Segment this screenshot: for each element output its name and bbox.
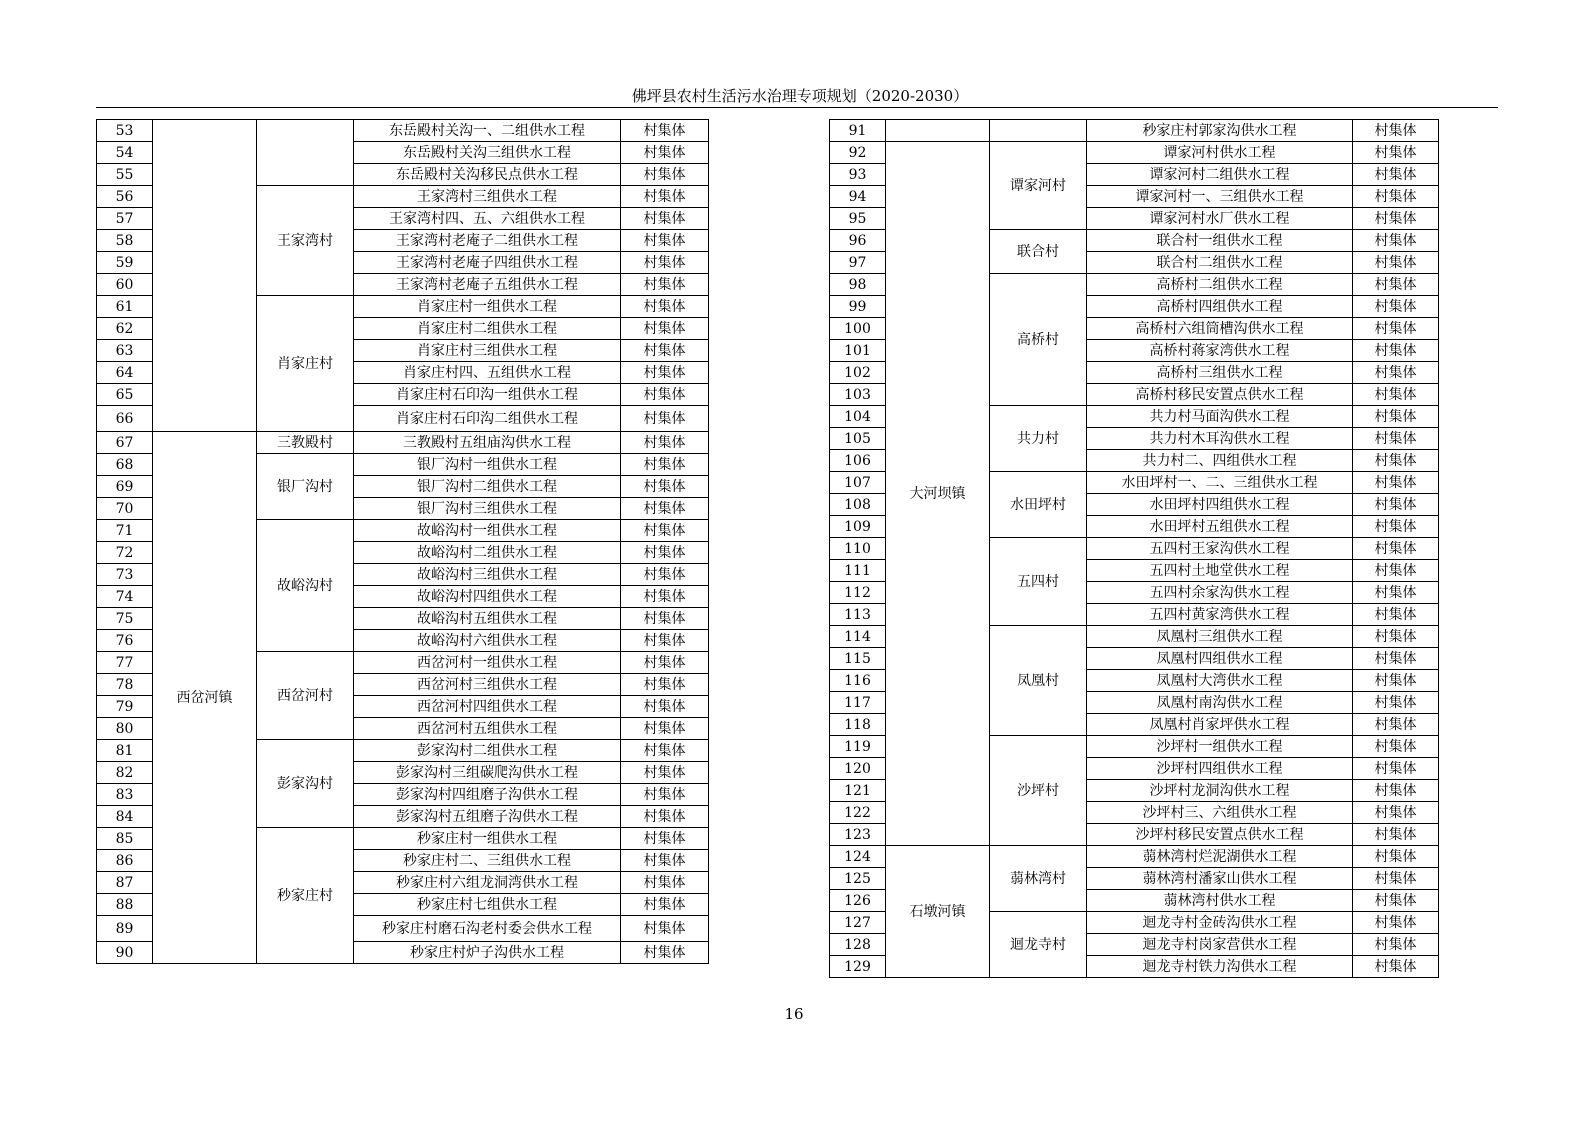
village-cell: 凤凰村: [990, 626, 1087, 736]
project-name: 共力村木耳沟供水工程: [1087, 428, 1353, 450]
project-name: 联合村一组供水工程: [1087, 230, 1353, 252]
row-number: 57: [97, 208, 153, 230]
row-number: 107: [830, 472, 886, 494]
owner-cell: 村集体: [1353, 274, 1439, 296]
owner-cell: 村集体: [621, 762, 709, 784]
row-number: 78: [97, 674, 153, 696]
project-name: 王家湾村四、五、六组供水工程: [354, 208, 621, 230]
row-number: 91: [830, 120, 886, 142]
owner-cell: 村集体: [621, 274, 709, 296]
owner-cell: 村集体: [1353, 472, 1439, 494]
table-row: [97, 432, 709, 454]
owner-cell: 村集体: [1353, 296, 1439, 318]
row-number: 87: [97, 872, 153, 894]
row-number: 89: [97, 916, 153, 942]
town-cell: 石墩河镇: [886, 846, 990, 978]
table-row: [830, 142, 1439, 164]
row-number: 99: [830, 296, 886, 318]
owner-cell: 村集体: [1353, 142, 1439, 164]
village-cell: 水田坪村: [990, 472, 1087, 538]
owner-cell: 村集体: [1353, 120, 1439, 142]
owner-cell: 村集体: [1353, 626, 1439, 648]
row-number: 65: [97, 384, 153, 406]
project-name: 银厂沟村一组供水工程: [354, 454, 621, 476]
project-name: 肖家庄村三组供水工程: [354, 340, 621, 362]
town-cell: [886, 120, 990, 142]
project-name: 高桥村三组供水工程: [1087, 362, 1353, 384]
project-name: 肖家庄村二组供水工程: [354, 318, 621, 340]
owner-cell: 村集体: [1353, 604, 1439, 626]
village-cell: 肖家庄村: [257, 296, 354, 432]
row-number: 71: [97, 520, 153, 542]
owner-cell: 村集体: [621, 252, 709, 274]
village-cell: 银厂沟村: [257, 454, 354, 520]
project-name: 银厂沟村三组供水工程: [354, 498, 621, 520]
project-name: 肖家庄村石印沟一组供水工程: [354, 384, 621, 406]
owner-cell: 村集体: [621, 696, 709, 718]
row-number: 85: [97, 828, 153, 850]
row-number: 54: [97, 142, 153, 164]
row-number: 98: [830, 274, 886, 296]
project-name: 故峪沟村六组供水工程: [354, 630, 621, 652]
row-number: 75: [97, 608, 153, 630]
table-row: [97, 120, 709, 142]
left-table: [96, 119, 709, 964]
project-name: 秒家庄村七组供水工程: [354, 894, 621, 916]
row-number: 81: [97, 740, 153, 762]
owner-cell: 村集体: [621, 586, 709, 608]
row-number: 119: [830, 736, 886, 758]
row-number: 111: [830, 560, 886, 582]
owner-cell: 村集体: [621, 296, 709, 318]
project-name: 高桥村移民安置点供水工程: [1087, 384, 1353, 406]
row-number: 84: [97, 806, 153, 828]
village-cell: 蒻林湾村: [990, 846, 1087, 912]
project-name: 西岔河村四组供水工程: [354, 696, 621, 718]
owner-cell: 村集体: [1353, 560, 1439, 582]
row-number: 124: [830, 846, 886, 868]
project-name: 沙坪村移民安置点供水工程: [1087, 824, 1353, 846]
owner-cell: 村集体: [1353, 758, 1439, 780]
row-number: 61: [97, 296, 153, 318]
project-name: 三教殿村五组庙沟供水工程: [354, 432, 621, 454]
owner-cell: 村集体: [1353, 692, 1439, 714]
town-cell: 大河坝镇: [886, 142, 990, 846]
row-number: 69: [97, 476, 153, 498]
row-number: 94: [830, 186, 886, 208]
project-name: 西岔河村三组供水工程: [354, 674, 621, 696]
right-table: [829, 119, 1439, 978]
owner-cell: 村集体: [621, 520, 709, 542]
owner-cell: 村集体: [1353, 824, 1439, 846]
row-number: 117: [830, 692, 886, 714]
project-name: 肖家庄村一组供水工程: [354, 296, 621, 318]
village-cell: 三教殿村: [257, 432, 354, 454]
owner-cell: 村集体: [621, 718, 709, 740]
owner-cell: 村集体: [1353, 582, 1439, 604]
owner-cell: 村集体: [621, 432, 709, 454]
row-number: 127: [830, 912, 886, 934]
row-number: 106: [830, 450, 886, 472]
owner-cell: 村集体: [1353, 494, 1439, 516]
project-name: 迴龙寺村铁力沟供水工程: [1087, 956, 1353, 978]
project-name: 共力村马面沟供水工程: [1087, 406, 1353, 428]
project-name: 秒家庄村六组龙洞湾供水工程: [354, 872, 621, 894]
town-cell: [153, 120, 257, 432]
owner-cell: 村集体: [1353, 406, 1439, 428]
project-name: 东岳殿村关沟一、二组供水工程: [354, 120, 621, 142]
row-number: 101: [830, 340, 886, 362]
project-name: 迴龙寺村金砖沟供水工程: [1087, 912, 1353, 934]
row-number: 109: [830, 516, 886, 538]
owner-cell: 村集体: [1353, 362, 1439, 384]
village-cell: 沙坪村: [990, 736, 1087, 846]
owner-cell: 村集体: [1353, 780, 1439, 802]
row-number: 79: [97, 696, 153, 718]
owner-cell: 村集体: [1353, 384, 1439, 406]
row-number: 100: [830, 318, 886, 340]
owner-cell: 村集体: [1353, 868, 1439, 890]
village-cell: 西岔河村: [257, 652, 354, 740]
owner-cell: 村集体: [621, 674, 709, 696]
table-row: [830, 846, 1439, 868]
owner-cell: 村集体: [621, 850, 709, 872]
row-number: 93: [830, 164, 886, 186]
row-number: 56: [97, 186, 153, 208]
row-number: 80: [97, 718, 153, 740]
project-name: 彭家沟村四组磨子沟供水工程: [354, 784, 621, 806]
row-number: 83: [97, 784, 153, 806]
row-number: 76: [97, 630, 153, 652]
owner-cell: 村集体: [621, 120, 709, 142]
project-name: 凤凰村南沟供水工程: [1087, 692, 1353, 714]
owner-cell: 村集体: [1353, 230, 1439, 252]
row-number: 67: [97, 432, 153, 454]
owner-cell: 村集体: [1353, 934, 1439, 956]
project-name: 彭家沟村五组磨子沟供水工程: [354, 806, 621, 828]
project-name: 谭家河村一、三组供水工程: [1087, 186, 1353, 208]
village-cell: 秒家庄村: [257, 828, 354, 964]
project-name: 沙坪村一组供水工程: [1087, 736, 1353, 758]
row-number: 113: [830, 604, 886, 626]
project-name: 谭家河村二组供水工程: [1087, 164, 1353, 186]
owner-cell: 村集体: [621, 230, 709, 252]
project-name: 秒家庄村二、三组供水工程: [354, 850, 621, 872]
project-name: 西岔河村五组供水工程: [354, 718, 621, 740]
owner-cell: 村集体: [1353, 186, 1439, 208]
row-number: 115: [830, 648, 886, 670]
owner-cell: 村集体: [1353, 648, 1439, 670]
row-number: 112: [830, 582, 886, 604]
owner-cell: 村集体: [621, 630, 709, 652]
row-number: 72: [97, 542, 153, 564]
project-name: 王家湾村老庵子五组供水工程: [354, 274, 621, 296]
row-number: 86: [97, 850, 153, 872]
row-number: 63: [97, 340, 153, 362]
project-name: 五四村黄家湾供水工程: [1087, 604, 1353, 626]
owner-cell: 村集体: [621, 894, 709, 916]
project-name: 东岳殿村关沟移民点供水工程: [354, 164, 621, 186]
owner-cell: 村集体: [1353, 318, 1439, 340]
owner-cell: 村集体: [1353, 450, 1439, 472]
project-name: 秒家庄村炉子沟供水工程: [354, 942, 621, 964]
owner-cell: 村集体: [621, 208, 709, 230]
row-number: 102: [830, 362, 886, 384]
owner-cell: 村集体: [621, 806, 709, 828]
row-number: 62: [97, 318, 153, 340]
project-name: 秒家庄村磨石沟老村委会供水工程: [354, 916, 621, 942]
project-name: 凤凰村大湾供水工程: [1087, 670, 1353, 692]
village-cell: 迴龙寺村: [990, 912, 1087, 978]
project-name: 凤凰村四组供水工程: [1087, 648, 1353, 670]
project-name: 故峪沟村四组供水工程: [354, 586, 621, 608]
row-number: 114: [830, 626, 886, 648]
row-number: 122: [830, 802, 886, 824]
project-name: 秒家庄村郭家沟供水工程: [1087, 120, 1353, 142]
row-number: 121: [830, 780, 886, 802]
project-name: 高桥村二组供水工程: [1087, 274, 1353, 296]
project-name: 肖家庄村石印沟二组供水工程: [354, 406, 621, 432]
owner-cell: 村集体: [1353, 956, 1439, 978]
project-name: 共力村二、四组供水工程: [1087, 450, 1353, 472]
village-cell: 故峪沟村: [257, 520, 354, 652]
header-rule: [96, 107, 1498, 108]
owner-cell: 村集体: [621, 164, 709, 186]
owner-cell: 村集体: [621, 872, 709, 894]
project-name: 秒家庄村一组供水工程: [354, 828, 621, 850]
row-number: 73: [97, 564, 153, 586]
owner-cell: 村集体: [1353, 802, 1439, 824]
owner-cell: 村集体: [621, 542, 709, 564]
row-number: 125: [830, 868, 886, 890]
project-name: 银厂沟村二组供水工程: [354, 476, 621, 498]
owner-cell: 村集体: [621, 564, 709, 586]
row-number: 110: [830, 538, 886, 560]
row-number: 97: [830, 252, 886, 274]
project-name: 水田坪村一、二、三组供水工程: [1087, 472, 1353, 494]
project-name: 王家湾村老庵子四组供水工程: [354, 252, 621, 274]
owner-cell: 村集体: [621, 784, 709, 806]
row-number: 88: [97, 894, 153, 916]
owner-cell: 村集体: [1353, 164, 1439, 186]
owner-cell: 村集体: [621, 384, 709, 406]
village-cell: 五四村: [990, 538, 1087, 626]
owner-cell: 村集体: [621, 740, 709, 762]
project-name: 故峪沟村三组供水工程: [354, 564, 621, 586]
row-number: 95: [830, 208, 886, 230]
row-number: 64: [97, 362, 153, 384]
row-number: 104: [830, 406, 886, 428]
project-name: 王家湾村老庵子二组供水工程: [354, 230, 621, 252]
row-number: 92: [830, 142, 886, 164]
row-number: 118: [830, 714, 886, 736]
row-number: 128: [830, 934, 886, 956]
row-number: 126: [830, 890, 886, 912]
project-name: 沙坪村龙洞沟供水工程: [1087, 780, 1353, 802]
village-cell: [990, 120, 1087, 142]
village-cell: 谭家河村: [990, 142, 1087, 230]
row-number: 103: [830, 384, 886, 406]
project-name: 王家湾村三组供水工程: [354, 186, 621, 208]
owner-cell: 村集体: [621, 318, 709, 340]
project-name: 五四村土地堂供水工程: [1087, 560, 1353, 582]
project-name: 高桥村六组筒槽沟供水工程: [1087, 318, 1353, 340]
owner-cell: 村集体: [621, 828, 709, 850]
village-cell: 王家湾村: [257, 186, 354, 296]
project-name: 沙坪村三、六组供水工程: [1087, 802, 1353, 824]
village-cell: 联合村: [990, 230, 1087, 274]
owner-cell: 村集体: [1353, 846, 1439, 868]
row-number: 90: [97, 942, 153, 964]
project-name: 谭家河村供水工程: [1087, 142, 1353, 164]
project-name: 蒻林湾村潘家山供水工程: [1087, 868, 1353, 890]
owner-cell: 村集体: [1353, 516, 1439, 538]
row-number: 77: [97, 652, 153, 674]
row-number: 108: [830, 494, 886, 516]
owner-cell: 村集体: [621, 186, 709, 208]
project-name: 彭家沟村三组碳爬沟供水工程: [354, 762, 621, 784]
project-name: 五四村王家沟供水工程: [1087, 538, 1353, 560]
row-number: 74: [97, 586, 153, 608]
project-name: 沙坪村四组供水工程: [1087, 758, 1353, 780]
owner-cell: 村集体: [621, 406, 709, 432]
owner-cell: 村集体: [1353, 670, 1439, 692]
owner-cell: 村集体: [1353, 538, 1439, 560]
project-name: 联合村二组供水工程: [1087, 252, 1353, 274]
project-name: 高桥村四组供水工程: [1087, 296, 1353, 318]
owner-cell: 村集体: [621, 652, 709, 674]
row-number: 105: [830, 428, 886, 450]
project-name: 彭家沟村二组供水工程: [354, 740, 621, 762]
owner-cell: 村集体: [1353, 208, 1439, 230]
project-name: 东岳殿村关沟三组供水工程: [354, 142, 621, 164]
owner-cell: 村集体: [1353, 714, 1439, 736]
project-name: 西岔河村一组供水工程: [354, 652, 621, 674]
row-number: 129: [830, 956, 886, 978]
project-name: 水田坪村五组供水工程: [1087, 516, 1353, 538]
table-row: [830, 120, 1439, 142]
row-number: 58: [97, 230, 153, 252]
row-number: 116: [830, 670, 886, 692]
project-name: 蒻林湾村烂泥湖供水工程: [1087, 846, 1353, 868]
row-number: 55: [97, 164, 153, 186]
project-name: 高桥村蒋家湾供水工程: [1087, 340, 1353, 362]
row-number: 70: [97, 498, 153, 520]
project-name: 五四村余家沟供水工程: [1087, 582, 1353, 604]
page-header-title: 佛坪县农村生活污水治理专项规划（2020-2030）: [631, 87, 969, 105]
project-name: 谭家河村水厂供水工程: [1087, 208, 1353, 230]
row-number: 96: [830, 230, 886, 252]
row-number: 66: [97, 406, 153, 432]
owner-cell: 村集体: [621, 942, 709, 964]
village-cell: 共力村: [990, 406, 1087, 472]
village-cell: [257, 120, 354, 186]
row-number: 68: [97, 454, 153, 476]
project-name: 蒻林湾村供水工程: [1087, 890, 1353, 912]
row-number: 59: [97, 252, 153, 274]
project-name: 故峪沟村五组供水工程: [354, 608, 621, 630]
owner-cell: 村集体: [1353, 912, 1439, 934]
owner-cell: 村集体: [621, 362, 709, 384]
village-cell: 高桥村: [990, 274, 1087, 406]
row-number: 123: [830, 824, 886, 846]
owner-cell: 村集体: [621, 916, 709, 942]
owner-cell: 村集体: [1353, 428, 1439, 450]
row-number: 60: [97, 274, 153, 296]
owner-cell: 村集体: [1353, 890, 1439, 912]
row-number: 53: [97, 120, 153, 142]
owner-cell: 村集体: [621, 476, 709, 498]
owner-cell: 村集体: [621, 454, 709, 476]
project-name: 水田坪村四组供水工程: [1087, 494, 1353, 516]
village-cell: 彭家沟村: [257, 740, 354, 828]
project-name: 故峪沟村一组供水工程: [354, 520, 621, 542]
owner-cell: 村集体: [621, 340, 709, 362]
project-name: 故峪沟村二组供水工程: [354, 542, 621, 564]
town-cell: 西岔河镇: [153, 432, 257, 964]
project-name: 凤凰村肖家坪供水工程: [1087, 714, 1353, 736]
project-name: 肖家庄村四、五组供水工程: [354, 362, 621, 384]
row-number: 120: [830, 758, 886, 780]
page-number: 16: [784, 1005, 804, 1023]
owner-cell: 村集体: [1353, 252, 1439, 274]
row-number: 82: [97, 762, 153, 784]
owner-cell: 村集体: [1353, 340, 1439, 362]
project-name: 凤凰村三组供水工程: [1087, 626, 1353, 648]
owner-cell: 村集体: [1353, 736, 1439, 758]
owner-cell: 村集体: [621, 608, 709, 630]
project-name: 迴龙寺村岗家营供水工程: [1087, 934, 1353, 956]
owner-cell: 村集体: [621, 498, 709, 520]
owner-cell: 村集体: [621, 142, 709, 164]
